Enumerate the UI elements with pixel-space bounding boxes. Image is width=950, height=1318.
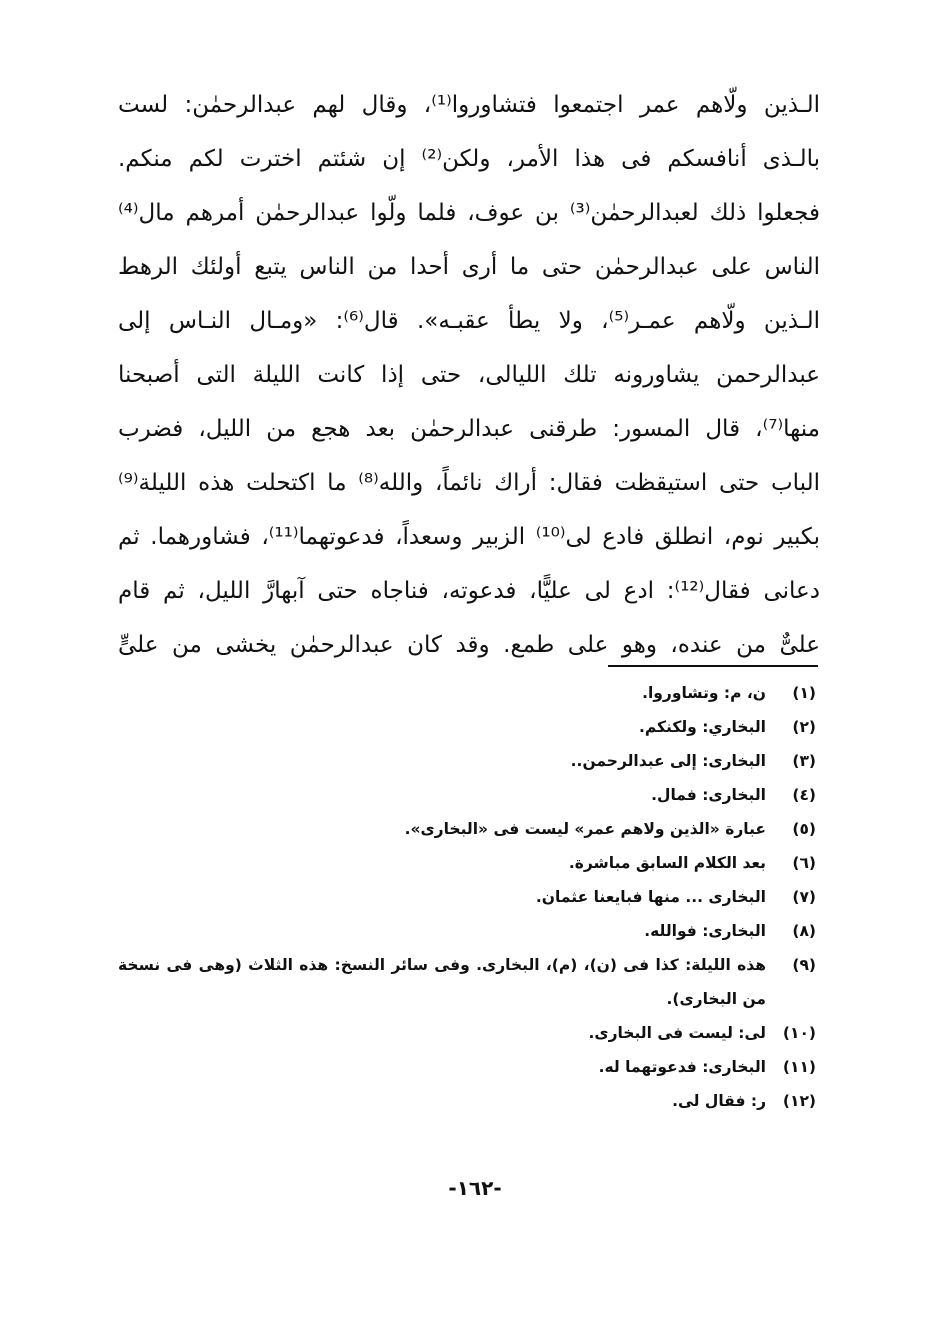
footnote	[118, 880, 816, 914]
text-line: عبدالرحمن يشاورونه تلك الليالى، حتى إذا كانت الليلة التى أصبحنا	[118, 362, 820, 388]
footnote-number: (٩)	[792, 956, 816, 974]
footnote-text: ن، م: وتشاوروا.	[642, 684, 766, 702]
footnote-separator	[608, 665, 818, 667]
footnote-text: البخارى ... منها فبايعنا عثمان.	[535, 888, 766, 906]
footnote-number: (١)	[792, 684, 816, 702]
footnote-text: ر: فقال لى.	[672, 1092, 766, 1110]
page-number: -١٦٢-	[448, 1176, 502, 1200]
footnote-number: (١٠)	[782, 1024, 816, 1042]
footnote	[118, 812, 816, 846]
footnote	[118, 1016, 816, 1050]
text-line: دعانى فقال⁽¹²⁾: ادع لى عليًّا، فدعوته، فناجاه حتى آبهارَّ الليل، ثم قام	[118, 578, 820, 604]
footnotes	[118, 676, 816, 1118]
footnote	[118, 778, 816, 812]
text-line: الـذين ولّاهم عمر اجتمعوا فتشاوروا⁽¹⁾، وقال لهم عبدالرحمٰن: لست	[118, 92, 820, 118]
footnote-text: البخارى: فوالله.	[644, 922, 766, 940]
footnote-number: (٣)	[792, 752, 816, 770]
footnote-text: عبارة «الذين ولاهم عمر» ليست فى «البخارى».	[404, 820, 766, 838]
footnote	[118, 948, 816, 1016]
footnote-text: البخارى: فدعوتهما له.	[598, 1058, 766, 1076]
footnote	[118, 710, 816, 744]
footnote-number: (٥)	[792, 820, 816, 838]
main-text	[118, 78, 820, 672]
footnote-text: لى: ليست فى البخارى.	[588, 1024, 766, 1042]
footnote-text: بعد الكلام السابق مباشرة.	[568, 854, 766, 872]
text-line: بالـذى أنافسكم فى هذا الأمر، ولكن⁽²⁾ إن شئتم اخترت لكم منكم.	[118, 146, 821, 172]
footnote-number: (٤)	[792, 786, 816, 804]
text-line: علىٌّ من عنده، وهو على طمع. وقد كان عبدالرحمٰن يخشى من علىٍّ	[118, 632, 820, 658]
text-line: الـذين ولّاهم عمـر⁽⁵⁾، ولا يطأ عقبـه». قال⁽⁶⁾: «ومـال النـاس إلى	[118, 308, 821, 334]
footnote	[118, 914, 816, 948]
text-line: بكبير نوم، انطلق فادع لى⁽¹⁰⁾ الزبير وسعداً، فدعوتهما⁽¹¹⁾، فشاورهما. ثم	[118, 524, 820, 550]
footnote-number: (٧)	[792, 888, 816, 906]
footnote-number: (١٢)	[782, 1092, 816, 1110]
text-line: فجعلوا ذلك لعبدالرحمٰن⁽³⁾ بن عوف، فلما ولّوا عبدالرحمٰن أمرهم مال⁽⁴⁾	[118, 200, 820, 226]
footnote	[118, 846, 816, 880]
footnote-number: (٢)	[792, 718, 816, 736]
footnote	[118, 1084, 816, 1118]
text-line: منها⁽⁷⁾، قال المسور: طرقنى عبدالرحمٰن بعد هجع من الليل، فضرب	[118, 416, 820, 442]
text-line: الباب حتى استيقظت فقال: أراك نائماً، والله⁽⁸⁾ ما اكتحلت هذه الليلة⁽⁹⁾	[118, 470, 820, 496]
footnote-text: البخارى: فمال.	[651, 786, 766, 804]
footnote	[118, 676, 816, 710]
footnote-number: (٦)	[792, 854, 816, 872]
footnote-text: البخارى: إلى عبدالرحمن..	[570, 752, 766, 770]
footnote-number: (٨)	[792, 922, 816, 940]
footnote	[118, 1050, 816, 1084]
text-line: الناس على عبدالرحمٰن حتى ما أرى أحدا من الناس يتبع أولئك الرهط	[118, 254, 820, 280]
footnote-number: (١١)	[782, 1058, 816, 1076]
footnote-text: البخاري: ولكنكم.	[638, 718, 766, 736]
footnote	[118, 744, 816, 778]
footnote-text: هذه الليلة: كذا فى (ن)، (م)، البخارى. وفى سائر النسخ: هذه الثلاث (وهى فى نسخة من البخارى).	[118, 956, 766, 1008]
